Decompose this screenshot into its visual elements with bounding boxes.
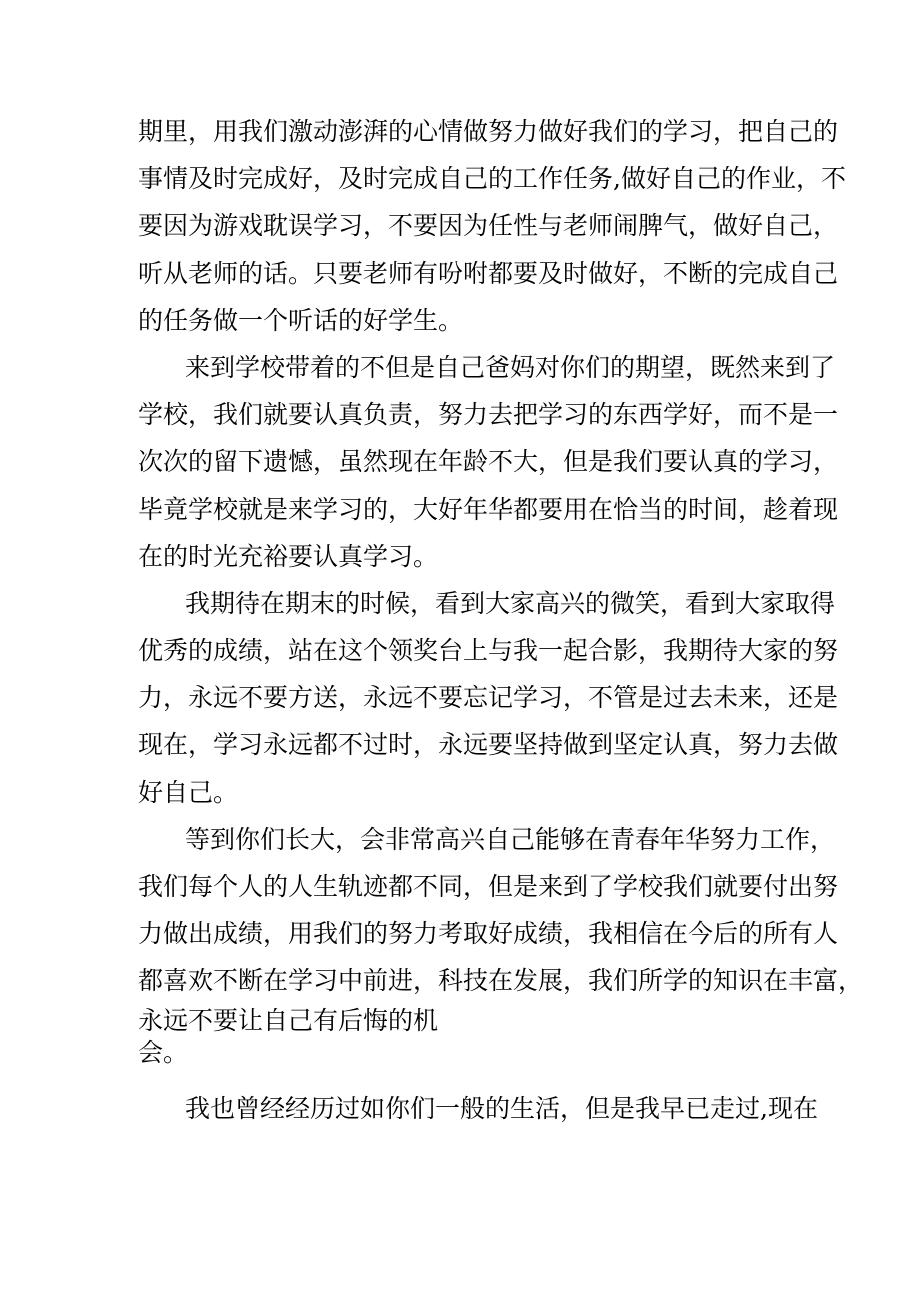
text-line: 毕竟学校就是来学习的，大好年华都要用在恰当的时间，趁着现 (138, 494, 839, 524)
paragraph-first-line: 我也曾经经历过如你们一般的生活，但是我早已走过,现在 (185, 1093, 818, 1123)
text-line: 要因为游戏耽误学习，不要因为任性与老师闹脾气，做好自己， (138, 211, 839, 241)
text-line: 现在，学习永远都不过时，永远要坚持做到坚定认真，努力去做 (138, 730, 839, 760)
text-line: 会。 (138, 1037, 189, 1067)
text-line: 好自己。 (138, 777, 239, 807)
text-line: 都喜欢不断在学习中前进，科技在发展，我们所学的知识在丰富， (138, 966, 864, 996)
text-line: 次次的留下遗憾，虽然现在年龄不大，但是我们要认真的学习， (138, 447, 839, 477)
text-line: 学校，我们就要认真负责，努力去把学习的东西学好，而不是一 (138, 400, 839, 430)
text-line: 力做出成绩，用我们的努力考取好成绩，我相信在今后的所有人 (138, 919, 839, 949)
text-line: 优秀的成绩，站在这个领奖台上与我一起合影，我期待大家的努 (138, 636, 839, 666)
paragraph-first-line: 来到学校带着的不但是自己爸妈对你们的期望，既然来到了 (185, 352, 836, 382)
text-line: 的任务做一个听话的好学生。 (138, 305, 464, 335)
text-line: 期里，用我们激动澎湃的心情做努力做好我们的学习，把自己的 (138, 117, 839, 146)
text-line: 事情及时完成好，及时完成自己的工作任务,做好自己的作业，不 (138, 164, 846, 194)
paragraph-first-line: 我期待在期末的时候，看到大家高兴的微笑，看到大家取得 (185, 588, 836, 618)
text-line: 力，永远不要方送，永远不要忘记学习，不管是过去未来，还是 (138, 683, 839, 713)
text-line: 我们每个人的人生轨迹都不同，但是来到了学校我们就要付出努 (138, 872, 839, 901)
text-line: 永远不要让自己有后悔的机 (138, 1005, 439, 1035)
paragraph-first-line: 等到你们长大，会非常高兴自己能够在青春年华努力工作， (185, 824, 836, 854)
text-line: 听从老师的话。只要老师有吩咐都要及时做好，不断的完成自己 (138, 258, 839, 288)
text-line: 在的时光充裕要认真学习。 (138, 541, 439, 571)
body-text (138, 108, 864, 1132)
